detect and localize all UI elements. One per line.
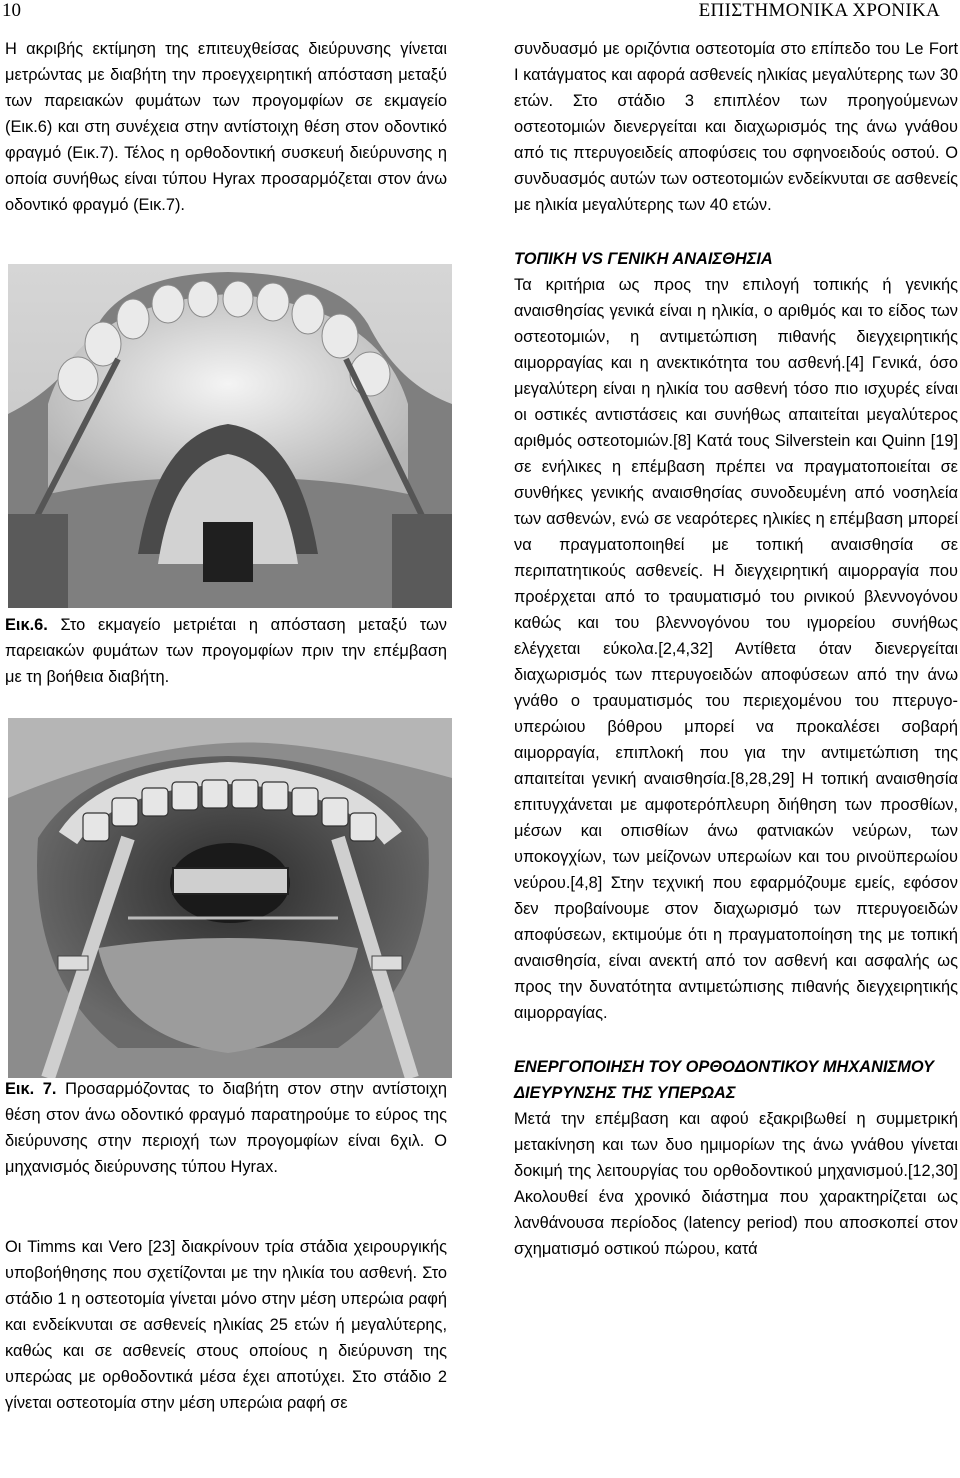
figure-7-intraoral-photo [8,718,452,1078]
figure-7-label: Εικ. 7. [5,1080,57,1098]
journal-title: ΕΠΙΣΤΗΜΟΝΙΚΑ ΧΡΟΝΙΚΑ [698,0,940,21]
left-column [5,36,447,218]
page-number: 10 [2,0,21,21]
figure-7-caption [5,1076,447,1180]
figure-6-caption-text: Στο εκμαγείο μετριέται η απόσταση μεταξύ των παρειακών φυμάτων των προγομφίων πριν την επέμβαση με τη βοήθεια διαβήτη. [5,616,447,686]
section-heading-anesthesia: ΤΟΠΙΚΗ VS ΓΕΝΙΚΗ ΑΝΑΙΣΘΗΣΙΑ [514,250,773,268]
intraoral-image [8,718,452,1078]
section-body-anesthesia: Τα κριτήρια ως προς την επιλογή τοπικής ή γενικής αναισθησίας γενικά είναι η ηλικία, ο αριθμός και το είδος των οστεοτομιών, η αντιμετώπιση πιθανής διεγχειρητικής αιμορραγίας και η ανεκτικότητα του ασθενή.[4] Γενικά, όσο μεγαλύτερη είναι η ηλικία του ασθενή τόσο πιο ισχυρές είναι οι οστικές αντιστάσεις και συνήθως απαιτείται μεγαλύτερος αριθμός οστεοτομιών.[8] Κατά τους Silverstein και Quinn [19] σε ενήλικες η επέμβαση πρέπει να πραγματοποιείται σε συνθήκες γενικής αναισθησίας συνοδευμένη από νοσηλεία των ασθενών, ενώ σε νεαρότερες ηλικίες η επέμβαση μπορεί να πραγματοποιηθεί με τοπική αναισθησία σε περιπατητικούς ασθενείς. Η διεγχειρητική αιμορραγία που προέρχεται από το τραυματισμό του ρινικού βλεννογόνου καθώς και του βλεννογόνου του ιγμορείου συνήθως ελέγχεται εύκολα.[2,4,32] Αντίθετα όταν διενεργείται διαχωρισμός των πτερυγοειδών αποφύσεων από την άνω γνάθο ο τραυματισμός του περιεχομένου του πτερυγο-υπερώιου βόθρου μπορεί να προκαλέσει σοβαρή αιμορραγία, επιπλοκή που για την αντιμετώπιση της απαιτείται γενική αναισθησία.[8,28,29] Η τοπική αναισθησία επιτυγχάνεται με αμφοτερόπλευρη διήθηση των προσθίων, μέσων και οπισθίων άνω φατνιακών νεύρων, των υποκογχίων, των μείζονων υπερωίων και του ρινοϋπερωίου νεύρου.[4,8] Στην τεχνική που εφαρμόζουμε εμείς, εφόσον δεν προβαίνουμε στον διαχωρισμό των πτερυγοειδών αποφύσεων, εκτιμούμε ότι η πραγματοποίηση της με τοπική αναισθησία, είναι ανεκτή από τον ασθενή και ασφαλής ως προς την δυνατότητα αντιμετώπισης πιθανής διεγχειρητικής αιμορραγίας. [514,276,958,1022]
intro-paragraph: Η ακριβής εκτίμηση της επιτευχθείσας διεύρυνσης γίνεται μετρώντας με διαβήτη την προεγχειρητική απόσταση μεταξύ των παρειακών φυμάτων των προγομφίων σε εκμαγείο (Εικ.6) και στη συνέχεια στην αντίστοιχη θέση στον οδοντικό φραγμό (Εικ.7). Τέλος η ορθοδοντική συσκευή διεύρυνσης η οποία συνήθως είναι τύπου Hyrax προσαρμόζεται στον άνω οδοντικό φραγμό (Εικ.7). [5,40,447,214]
figure-6-label: Εικ.6. [5,616,48,634]
figure-6-dental-cast-photo [8,264,452,608]
left-closing-paragraph: Οι Timms και Vero [23] διακρίνουν τρία στάδια χειρουργικής υποβοήθησης που σχετίζονται με την ηλικία του ασθενή. Στο στάδιο 1 η οστεοτομία γίνεται μόνο στην μέση υπερώια ραφή και ενδείκνυται σε ασθενείς ηλικίας 25 ετών ή μεγαλύτερης, καθώς και σε ασθενείς στους οποίους η διεύρυνση της υπερώας με ορθοδοντικά μέσα έχει αποτύχει. Στο στάδιο 2 γίνεται οστεοτομία στην μέση υπερώια ραφή σε [5,1238,447,1412]
figure-6-caption [5,612,447,690]
continuation-paragraph: συνδυασμό με οριζόντια οστεοτομία στο επίπεδο του Le Fort I κατάγματος και αφορά ασθενείς ηλικίας μεγαλύτερης των 30 ετών. Στο στάδιο 3 επιπλέον των προηγούμενων οστεοτομιών διενεργείται και διαχωρισμός της άνω γνάθου από τις πτερυγοειδείς αποφύσεις του σφηνοειδούς οστού. Ο συνδυασμός αυτών των οστεοτομιών ενδείκνυται σε ασθενείς με ηλικία μεγαλύτερης των 40 ετών. [514,40,958,214]
section-heading-activation: ΕΝΕΡΓΟΠΟΙΗΣΗ ΤΟΥ ΟΡΘΟΔΟΝΤΙΚΟΥ ΜΗΧΑΝΙΣΜΟΥ ΔΙΕΥΡΥΝΣΗΣ ΤΗΣ ΥΠΕΡΩΑΣ [514,1058,934,1102]
dental-cast-image [8,264,452,608]
figure-7-caption-text: Προσαρμόζοντας το διαβήτη στον στην αντίστοιχη θέση στον άνω οδοντικό φραγμό παρατηρούμε το εύρος της διεύρυνσης στην περιοχή των προγομφίων είναι 6χιλ. Ο μηχανισμός διεύρυνσης τύπου Hyrax. [5,1080,447,1176]
right-column [514,36,958,1262]
section-body-activation: Μετά την επέμβαση και αφού εξακριβωθεί η συμμετρική μετακίνηση και των δυο ημιμορίων της άνω γνάθου γίνεται δοκιμή της λειτουργίας του ορθοδοντικού μηχανισμού.[12,30] Ακολουθεί ένα χρονικό διάστημα που χαρακτηρίζεται ως λανθάνουσα περίοδος (latency period) που αποσκοπεί στον σχηματισμό οστικού πώρου, κατά [514,1110,958,1258]
